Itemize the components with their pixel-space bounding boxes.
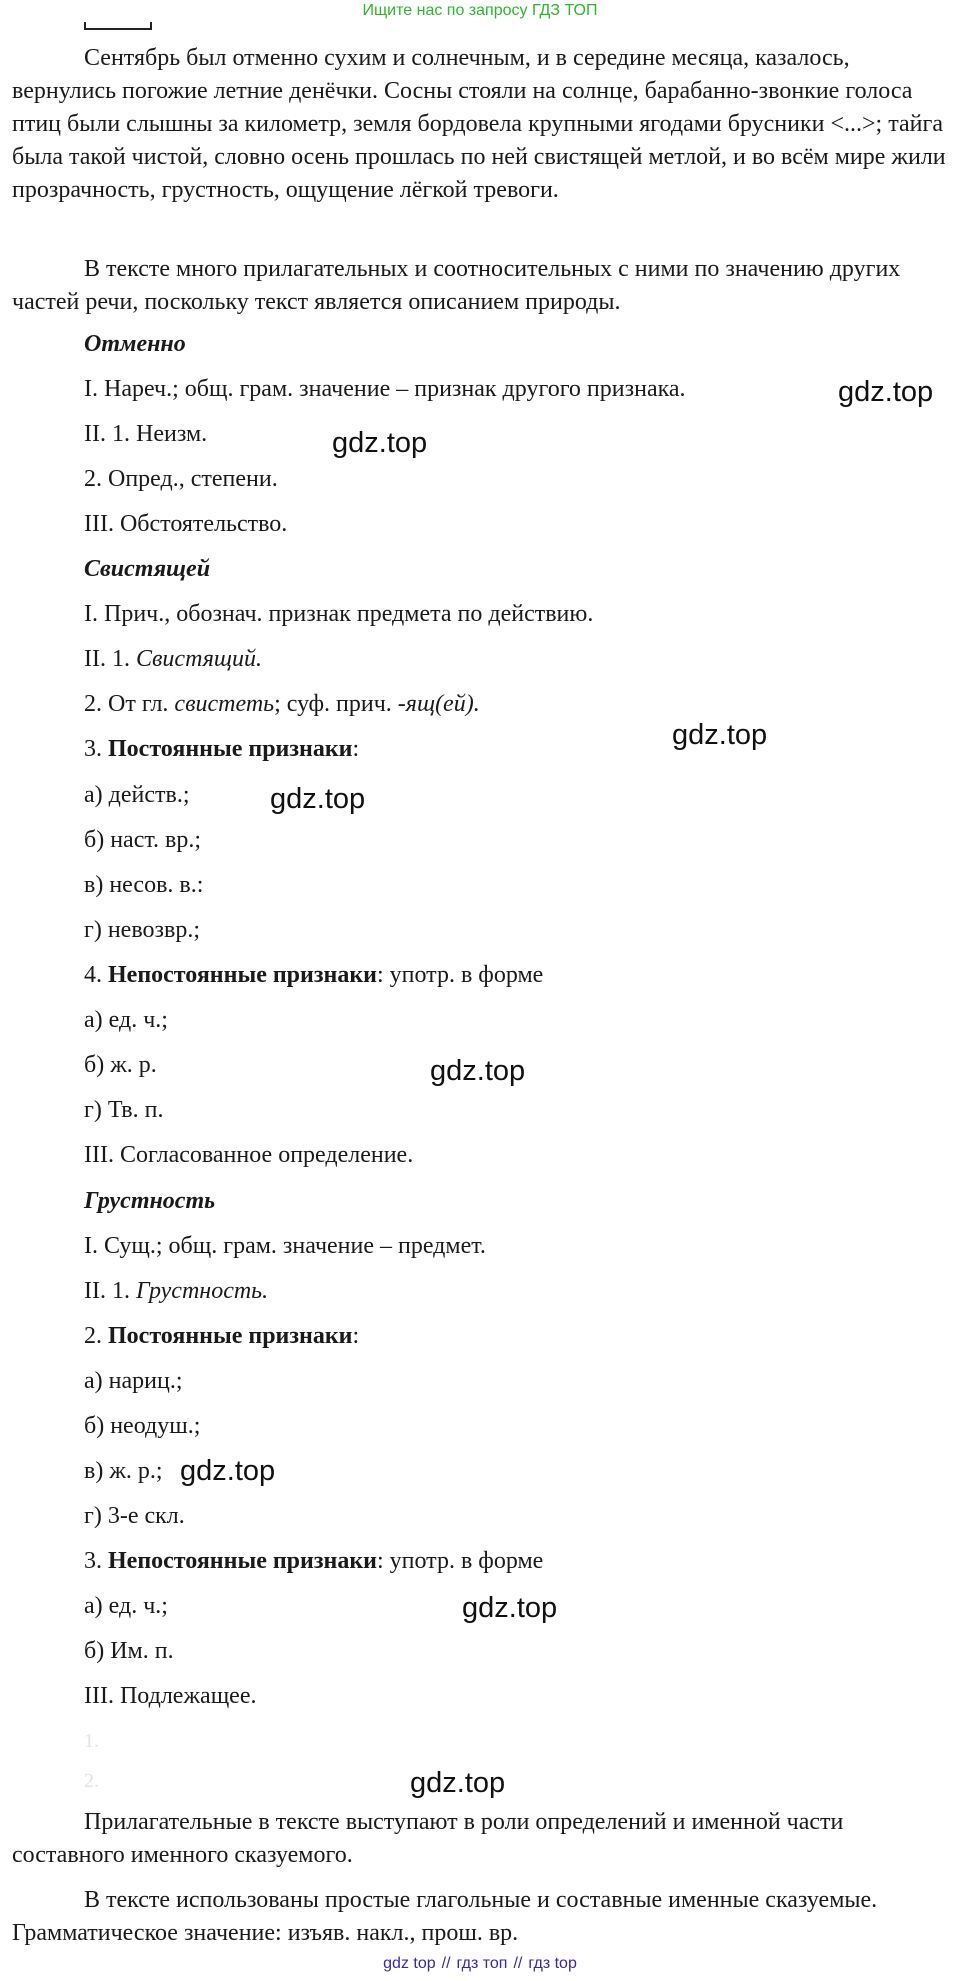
word-heading-grustnost: Грустность <box>84 1188 216 1214</box>
line-text: ; суф. прич. <box>274 691 398 717</box>
analysis-line: I. Нареч.; общ. грам. значение – признак другого признака. <box>84 376 686 402</box>
line-prefix: II. 1. <box>84 646 136 672</box>
closing-paragraph-1: Прилагательные в тексте выступают в роли определений и именной части составного именного сказуемого. <box>12 1809 844 1868</box>
bold-label: Непостоянные признаки <box>108 962 377 988</box>
analysis-line: а) ед. ч.; <box>84 1007 168 1033</box>
line-prefix: 3. <box>84 1548 108 1574</box>
watermark: gdz.top <box>672 719 768 751</box>
footer-link-1[interactable]: gdz top <box>383 1955 436 1972</box>
intro-paragraph: В тексте много прилагательных и соотносительных с ними по значению других частей речи, поскольку текст является описанием природы. <box>12 256 901 315</box>
line-prefix: II. 1. <box>84 1278 136 1304</box>
watermark: gdz.top <box>180 1455 276 1487</box>
faded-line-1: 1. <box>84 1730 99 1752</box>
analysis-line: в) несов. в.: <box>84 872 204 898</box>
analysis-line: б) неодуш.; <box>84 1413 201 1439</box>
analysis-line <box>84 689 480 719</box>
line-suffix: : <box>352 1323 360 1349</box>
analysis-line: III. Подлежащее. <box>84 1683 257 1709</box>
analysis-line: 2. Опред., степени. <box>84 466 278 492</box>
faded-line-2: 2. <box>84 1770 99 1792</box>
footer-links <box>0 1953 960 1975</box>
analysis-line <box>84 960 543 990</box>
watermark: gdz.top <box>462 1592 558 1624</box>
watermark: gdz.top <box>430 1055 526 1087</box>
italic-word: свистеть <box>174 691 275 717</box>
analysis-line: г) невозвр.; <box>84 917 200 943</box>
bold-label: Непостоянные признаки <box>108 1548 377 1574</box>
analysis-line: III. Обстоятельство. <box>84 511 288 537</box>
analysis-line: в) ж. р.; <box>84 1458 163 1484</box>
line-prefix: 2. <box>84 1323 108 1349</box>
watermark: gdz.top <box>270 783 366 815</box>
analysis-line: а) ед. ч.; <box>84 1593 168 1619</box>
analysis-line: III. Согласованное определение. <box>84 1142 414 1168</box>
analysis-line <box>84 1321 359 1351</box>
analysis-line: I. Прич., обознач. признак предмета по действию. <box>84 601 594 627</box>
closing-paragraph-2: В тексте использованы простые глагольные и составные именные сказуемые. Грамматическое значение: изъяв. накл., прош. вр. <box>12 1887 878 1946</box>
bold-label: Постоянные признаки <box>108 1323 353 1349</box>
word-heading-svistyashchey: Свистящей <box>84 556 211 582</box>
footer-separator: // <box>513 1955 523 1972</box>
footer-link-3[interactable]: гдз top <box>528 1955 577 1972</box>
word-heading-otmenno: Отменно <box>84 331 186 357</box>
analysis-line: г) 3-е скл. <box>84 1503 185 1529</box>
analysis-line: г) Тв. п. <box>84 1097 164 1123</box>
italic-word: Свистящий. <box>135 646 262 672</box>
analysis-line: I. Сущ.; общ. грам. значение – предмет. <box>84 1233 486 1259</box>
bold-label: Постоянные признаки <box>108 736 353 762</box>
analysis-line <box>84 1546 543 1576</box>
watermark: gdz.top <box>838 376 934 408</box>
analysis-line: б) наст. вр.; <box>84 827 202 853</box>
analysis-line: б) Им. п. <box>84 1638 174 1664</box>
text-paragraph: Сентябрь был отменно сухим и солнечным, и в середине месяца, казалось, вернулись погожие летние денёчки. Сосны стояли на солнце, барабанно-звонкие голоса птиц были слышны за километр, земля бордовела крупными ягодами брусники <...>; тайга была такой чистой, словно осень прошлась по ней свистящей метлой, и во всём мире жили прозрачность, грустность, ощущение лёгкой тревоги. <box>12 45 946 203</box>
line-suffix: : употр. в форме <box>376 962 544 988</box>
footer-separator: // <box>441 1955 451 1972</box>
analysis-line <box>84 644 262 674</box>
analysis-line <box>84 1276 268 1306</box>
analysis-line: б) ж. р. <box>84 1052 157 1078</box>
line-prefix: 3. <box>84 736 108 762</box>
line-suffix: : употр. в форме <box>376 1548 544 1574</box>
analysis-line <box>84 734 359 764</box>
line-suffix: : <box>352 736 360 762</box>
footer-link-2[interactable]: гдз топ <box>456 1955 508 1972</box>
analysis-line: а) действ.; <box>84 782 190 808</box>
watermark: gdz.top <box>410 1767 506 1799</box>
watermark: gdz.top <box>332 427 428 459</box>
analysis-line: а) нариц.; <box>84 1368 183 1394</box>
line-prefix: 4. <box>84 962 108 988</box>
analysis-line: II. 1. Неизм. <box>84 421 208 447</box>
line-prefix: 2. От гл. <box>84 691 175 717</box>
top-rule-decoration <box>84 22 152 30</box>
italic-word: Грустность. <box>135 1278 269 1304</box>
top-banner-link[interactable]: Ищите нас по запросу ГДЗ ТОП <box>362 2 598 19</box>
italic-suffix: -ящ(ей). <box>397 691 480 717</box>
